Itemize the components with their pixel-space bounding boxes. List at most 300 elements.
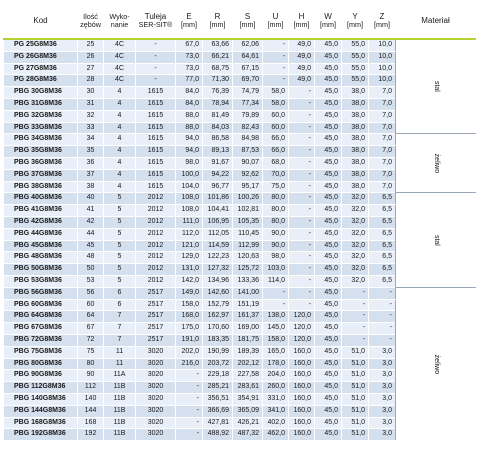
cell-teeth: 40 xyxy=(78,193,104,205)
cell-y: 32,0 xyxy=(342,264,369,276)
cell-bushing: 3020 xyxy=(136,393,176,405)
cell-code: PBG 30G8M36 xyxy=(4,87,78,99)
cell-u: 260,0 xyxy=(263,382,289,394)
cell-u: 341,0 xyxy=(263,405,289,417)
cell-e: 67,0 xyxy=(176,39,203,51)
cell-teeth: 90 xyxy=(78,370,104,382)
cell-s: 77,34 xyxy=(233,98,263,110)
cell-r: 122,23 xyxy=(203,252,233,264)
cell-z: 7,0 xyxy=(369,146,396,158)
cell-code: PG 28G8M36 xyxy=(4,75,78,87)
cell-version: 11 xyxy=(104,346,136,358)
cell-w: 45,0 xyxy=(315,287,342,299)
cell-teeth: 27 xyxy=(78,63,104,75)
cell-u: 90,0 xyxy=(263,240,289,252)
cell-u: 68,0 xyxy=(263,157,289,169)
cell-u: - xyxy=(263,75,289,87)
cell-u: 58,0 xyxy=(263,87,289,99)
material-group-1 xyxy=(396,134,476,193)
cell-w: 45,0 xyxy=(315,146,342,158)
cell-u: - xyxy=(263,51,289,63)
cell-code: PBG 56G8M36 xyxy=(4,287,78,299)
cell-bushing: 3020 xyxy=(136,405,176,417)
cell-e: 104,0 xyxy=(176,181,203,193)
cell-code: PBG 140G8M36 xyxy=(4,393,78,405)
cell-s: 365,09 xyxy=(233,405,263,417)
cell-teeth: 192 xyxy=(78,429,104,441)
cell-w: 45,0 xyxy=(315,110,342,122)
cell-bushing: - xyxy=(136,75,176,87)
cell-y: 32,0 xyxy=(342,228,369,240)
material-group-0 xyxy=(396,39,476,134)
cell-u: 114,0 xyxy=(263,275,289,287)
cell-y: 55,0 xyxy=(342,51,369,63)
cell-r: 71,30 xyxy=(203,75,233,87)
cell-version: 11 xyxy=(104,358,136,370)
cell-e: 131,0 xyxy=(176,264,203,276)
cell-z: 3,0 xyxy=(369,346,396,358)
cell-w: 45,0 xyxy=(315,264,342,276)
cell-s: 125,72 xyxy=(233,264,263,276)
cell-w: 45,0 xyxy=(315,382,342,394)
cell-bushing: 3020 xyxy=(136,370,176,382)
header-s: S [mm] xyxy=(233,3,263,39)
cell-z: 3,0 xyxy=(369,429,396,441)
cell-y: 38,0 xyxy=(342,98,369,110)
cell-e: 108,0 xyxy=(176,205,203,217)
cell-e: 175,0 xyxy=(176,323,203,335)
cell-teeth: 37 xyxy=(78,169,104,181)
cell-u: 331,0 xyxy=(263,393,289,405)
cell-bushing: - xyxy=(136,39,176,51)
cell-z: 3,0 xyxy=(369,370,396,382)
cell-w: 45,0 xyxy=(315,334,342,346)
cell-e: 129,0 xyxy=(176,252,203,264)
cell-e: - xyxy=(176,417,203,429)
cell-e: 112,0 xyxy=(176,228,203,240)
cell-code: PBG 144G8M36 xyxy=(4,405,78,417)
cell-version: 11B xyxy=(104,405,136,417)
cell-s: 100,26 xyxy=(233,193,263,205)
cell-w: 45,0 xyxy=(315,181,342,193)
cell-r: 170,60 xyxy=(203,323,233,335)
cell-s: 112,99 xyxy=(233,240,263,252)
cell-teeth: 75 xyxy=(78,346,104,358)
header-wykonanie: Wyko- nanie xyxy=(104,3,136,39)
cell-r: 86,58 xyxy=(203,134,233,146)
cell-code: PBG 45G8M36 xyxy=(4,240,78,252)
cell-teeth: 60 xyxy=(78,299,104,311)
cell-code: PBG 41G8M36 xyxy=(4,205,78,217)
cell-code: PBG 40G8M36 xyxy=(4,193,78,205)
cell-w: 45,0 xyxy=(315,157,342,169)
cell-teeth: 31 xyxy=(78,98,104,110)
cell-r: 68,75 xyxy=(203,63,233,75)
cell-u: 145,0 xyxy=(263,323,289,335)
cell-teeth: 30 xyxy=(78,87,104,99)
cell-code: PBG 112G8M36 xyxy=(4,382,78,394)
cell-version: 7 xyxy=(104,311,136,323)
cell-u: 60,0 xyxy=(263,110,289,122)
cell-z: - xyxy=(369,299,396,311)
cell-e: 88,0 xyxy=(176,122,203,134)
cell-h: - xyxy=(289,122,315,134)
cell-z: 7,0 xyxy=(369,169,396,181)
material-label: żeliwo xyxy=(433,354,441,374)
header-material: Materiał xyxy=(396,3,476,39)
cell-version: 4 xyxy=(104,181,136,193)
cell-h: - xyxy=(289,134,315,146)
cell-teeth: 42 xyxy=(78,216,104,228)
cell-s: 95,17 xyxy=(233,181,263,193)
cell-s: 426,21 xyxy=(233,417,263,429)
cell-z: - xyxy=(369,334,396,346)
cell-code: PBG 38G8M36 xyxy=(4,181,78,193)
cell-code: PBG 34G8M36 xyxy=(4,134,78,146)
cell-e: 142,0 xyxy=(176,275,203,287)
cell-h: 120,0 xyxy=(289,311,315,323)
cell-w: 45,0 xyxy=(315,205,342,217)
cell-u: 80,0 xyxy=(263,193,289,205)
cell-teeth: 34 xyxy=(78,134,104,146)
cell-version: 11B xyxy=(104,417,136,429)
cell-teeth: 44 xyxy=(78,228,104,240)
cell-h: - xyxy=(289,205,315,217)
cell-code: PBG 37G8M36 xyxy=(4,169,78,181)
cell-version: 7 xyxy=(104,334,136,346)
cell-u: 66,0 xyxy=(263,134,289,146)
cell-h: 160,0 xyxy=(289,370,315,382)
cell-r: 356,51 xyxy=(203,393,233,405)
header-u: U [mm] xyxy=(263,3,289,39)
cell-version: 5 xyxy=(104,264,136,276)
cell-s: 169,00 xyxy=(233,323,263,335)
cell-z: 6,5 xyxy=(369,275,396,287)
cell-s: 62,06 xyxy=(233,39,263,51)
cell-y: 32,0 xyxy=(342,275,369,287)
cell-r: 114,59 xyxy=(203,240,233,252)
cell-y: - xyxy=(342,287,369,299)
cell-w: 45,0 xyxy=(315,417,342,429)
cell-r: 91,67 xyxy=(203,157,233,169)
cell-h: 160,0 xyxy=(289,429,315,441)
cell-r: 190,99 xyxy=(203,346,233,358)
cell-u: 138,0 xyxy=(263,311,289,323)
cell-version: 4C xyxy=(104,75,136,87)
cell-teeth: 140 xyxy=(78,393,104,405)
material-label: stal xyxy=(433,234,441,246)
cell-z: - xyxy=(369,311,396,323)
cell-u: 75,0 xyxy=(263,181,289,193)
spec-table xyxy=(3,3,476,441)
cell-s: 189,39 xyxy=(233,346,263,358)
cell-teeth: 25 xyxy=(78,39,104,51)
cell-s: 227,58 xyxy=(233,370,263,382)
cell-bushing: 2012 xyxy=(136,216,176,228)
cell-z: 6,5 xyxy=(369,228,396,240)
cell-code: PBG 31G8M36 xyxy=(4,98,78,110)
cell-version: 4 xyxy=(104,157,136,169)
cell-y: 38,0 xyxy=(342,87,369,99)
cell-z: 7,0 xyxy=(369,122,396,134)
cell-z: 7,0 xyxy=(369,98,396,110)
table-row xyxy=(4,193,476,205)
cell-y: 38,0 xyxy=(342,169,369,181)
cell-y: 51,0 xyxy=(342,405,369,417)
cell-version: 5 xyxy=(104,228,136,240)
cell-e: 94,0 xyxy=(176,146,203,158)
cell-u: 58,0 xyxy=(263,98,289,110)
cell-e: 84,0 xyxy=(176,98,203,110)
cell-r: 134,96 xyxy=(203,275,233,287)
cell-code: PBG 50G8M36 xyxy=(4,264,78,276)
cell-version: 4 xyxy=(104,98,136,110)
cell-code: PBG 33G8M36 xyxy=(4,122,78,134)
cell-s: 84,98 xyxy=(233,134,263,146)
cell-z: 6,5 xyxy=(369,264,396,276)
cell-w: 45,0 xyxy=(315,252,342,264)
cell-e: 73,0 xyxy=(176,51,203,63)
cell-z: 10,0 xyxy=(369,39,396,51)
header-row xyxy=(4,3,476,39)
header-y: Y [mm] xyxy=(342,3,369,39)
cell-z: 3,0 xyxy=(369,393,396,405)
cell-code: PBG 44G8M36 xyxy=(4,228,78,240)
cell-u: 204,0 xyxy=(263,370,289,382)
cell-h: 160,0 xyxy=(289,358,315,370)
cell-r: 488,92 xyxy=(203,429,233,441)
cell-z: 7,0 xyxy=(369,134,396,146)
cell-s: 120,63 xyxy=(233,252,263,264)
cell-y: 32,0 xyxy=(342,205,369,217)
cell-code: PBG 36G8M36 xyxy=(4,157,78,169)
cell-s: 202,12 xyxy=(233,358,263,370)
cell-u: 98,0 xyxy=(263,252,289,264)
cell-z: - xyxy=(369,323,396,335)
cell-w: 45,0 xyxy=(315,299,342,311)
cell-u: - xyxy=(263,299,289,311)
cell-version: 5 xyxy=(104,193,136,205)
cell-teeth: 35 xyxy=(78,146,104,158)
cell-teeth: 38 xyxy=(78,181,104,193)
cell-y: 32,0 xyxy=(342,216,369,228)
cell-r: 285,21 xyxy=(203,382,233,394)
cell-e: 216,0 xyxy=(176,358,203,370)
cell-y: 38,0 xyxy=(342,134,369,146)
cell-w: 45,0 xyxy=(315,311,342,323)
cell-teeth: 36 xyxy=(78,157,104,169)
cell-z: 7,0 xyxy=(369,181,396,193)
cell-w: 45,0 xyxy=(315,346,342,358)
cell-e: 94,0 xyxy=(176,134,203,146)
cell-z: 7,0 xyxy=(369,87,396,99)
cell-code: PBG 42G8M36 xyxy=(4,216,78,228)
cell-z: - xyxy=(369,287,396,299)
cell-bushing: 1615 xyxy=(136,157,176,169)
cell-h: 49,0 xyxy=(289,75,315,87)
cell-r: 106,95 xyxy=(203,216,233,228)
cell-w: 45,0 xyxy=(315,63,342,75)
cell-version: 4 xyxy=(104,110,136,122)
cell-r: 94,22 xyxy=(203,169,233,181)
cell-u: 70,0 xyxy=(263,169,289,181)
cell-y: 38,0 xyxy=(342,157,369,169)
cell-r: 112,05 xyxy=(203,228,233,240)
cell-w: 45,0 xyxy=(315,240,342,252)
cell-h: - xyxy=(289,240,315,252)
cell-r: 183,35 xyxy=(203,334,233,346)
cell-h: - xyxy=(289,252,315,264)
cell-h: 120,0 xyxy=(289,334,315,346)
cell-code: PBG 192G8M36 xyxy=(4,429,78,441)
cell-teeth: 53 xyxy=(78,275,104,287)
cell-bushing: 1615 xyxy=(136,98,176,110)
cell-h: 160,0 xyxy=(289,405,315,417)
cell-version: 6 xyxy=(104,299,136,311)
cell-y: 38,0 xyxy=(342,110,369,122)
cell-w: 45,0 xyxy=(315,216,342,228)
cell-u: 462,0 xyxy=(263,429,289,441)
cell-bushing: 2517 xyxy=(136,334,176,346)
cell-w: 45,0 xyxy=(315,193,342,205)
cell-z: 10,0 xyxy=(369,75,396,87)
cell-z: 10,0 xyxy=(369,63,396,75)
cell-h: - xyxy=(289,146,315,158)
cell-r: 76,39 xyxy=(203,87,233,99)
cell-bushing: 3020 xyxy=(136,417,176,429)
cell-e: - xyxy=(176,393,203,405)
cell-s: 69,70 xyxy=(233,75,263,87)
cell-z: 3,0 xyxy=(369,382,396,394)
cell-bushing: - xyxy=(136,63,176,75)
cell-y: 51,0 xyxy=(342,393,369,405)
cell-z: 3,0 xyxy=(369,417,396,429)
cell-y: 51,0 xyxy=(342,346,369,358)
cell-u: 80,0 xyxy=(263,216,289,228)
cell-w: 45,0 xyxy=(315,429,342,441)
cell-h: - xyxy=(289,181,315,193)
cell-h: - xyxy=(289,157,315,169)
cell-teeth: 50 xyxy=(78,264,104,276)
cell-h: - xyxy=(289,216,315,228)
cell-h: - xyxy=(289,228,315,240)
cell-z: 6,5 xyxy=(369,193,396,205)
cell-u: - xyxy=(263,63,289,75)
cell-e: - xyxy=(176,370,203,382)
cell-s: 354,91 xyxy=(233,393,263,405)
cell-bushing: 1615 xyxy=(136,122,176,134)
cell-h: - xyxy=(289,275,315,287)
cell-s: 110,45 xyxy=(233,228,263,240)
header-kod: Kod xyxy=(4,3,78,39)
cell-z: 6,5 xyxy=(369,252,396,264)
cell-version: 5 xyxy=(104,252,136,264)
cell-h: - xyxy=(289,169,315,181)
header-tuleja: Tuleja SER-SIT® xyxy=(136,3,176,39)
cell-y: 32,0 xyxy=(342,252,369,264)
cell-bushing: 2012 xyxy=(136,205,176,217)
cell-teeth: 112 xyxy=(78,382,104,394)
cell-u: 66,0 xyxy=(263,146,289,158)
cell-s: 161,37 xyxy=(233,311,263,323)
header-r: R [mm] xyxy=(203,3,233,39)
cell-s: 181,75 xyxy=(233,334,263,346)
cell-y: - xyxy=(342,334,369,346)
cell-version: 4C xyxy=(104,39,136,51)
cell-w: 45,0 xyxy=(315,51,342,63)
cell-s: 90,07 xyxy=(233,157,263,169)
cell-bushing: 2012 xyxy=(136,193,176,205)
cell-bushing: 1615 xyxy=(136,87,176,99)
cell-code: PBG 72G8M36 xyxy=(4,334,78,346)
table-row xyxy=(4,287,476,299)
cell-y: 51,0 xyxy=(342,382,369,394)
cell-h: 160,0 xyxy=(289,346,315,358)
cell-h: - xyxy=(289,287,315,299)
cell-teeth: 64 xyxy=(78,311,104,323)
material-group-3 xyxy=(396,287,476,440)
cell-version: 4 xyxy=(104,122,136,134)
cell-w: 45,0 xyxy=(315,39,342,51)
cell-teeth: 168 xyxy=(78,417,104,429)
cell-version: 11B xyxy=(104,429,136,441)
cell-version: 11B xyxy=(104,382,136,394)
cell-bushing: 1615 xyxy=(136,110,176,122)
cell-r: 78,94 xyxy=(203,98,233,110)
cell-teeth: 56 xyxy=(78,287,104,299)
cell-h: - xyxy=(289,264,315,276)
cell-h: 49,0 xyxy=(289,51,315,63)
cell-code: PBG 35G8M36 xyxy=(4,146,78,158)
table-row xyxy=(4,134,476,146)
cell-z: 6,5 xyxy=(369,240,396,252)
cell-u: 165,0 xyxy=(263,346,289,358)
cell-r: 89,13 xyxy=(203,146,233,158)
cell-teeth: 80 xyxy=(78,358,104,370)
cell-code: PBG 64G8M36 xyxy=(4,311,78,323)
cell-e: - xyxy=(176,405,203,417)
cell-w: 45,0 xyxy=(315,228,342,240)
cell-bushing: 1615 xyxy=(136,134,176,146)
cell-e: - xyxy=(176,382,203,394)
cell-h: - xyxy=(289,87,315,99)
cell-e: 168,0 xyxy=(176,311,203,323)
cell-version: 4 xyxy=(104,87,136,99)
cell-bushing: 2517 xyxy=(136,299,176,311)
cell-w: 45,0 xyxy=(315,358,342,370)
cell-version: 5 xyxy=(104,275,136,287)
cell-teeth: 33 xyxy=(78,122,104,134)
cell-bushing: - xyxy=(136,51,176,63)
cell-version: 4 xyxy=(104,134,136,146)
cell-r: 84,03 xyxy=(203,122,233,134)
cell-teeth: 26 xyxy=(78,51,104,63)
material-group-2 xyxy=(396,193,476,287)
cell-s: 105,35 xyxy=(233,216,263,228)
cell-r: 81,49 xyxy=(203,110,233,122)
cell-bushing: 2012 xyxy=(136,240,176,252)
cell-s: 283,61 xyxy=(233,382,263,394)
cell-h: - xyxy=(289,98,315,110)
cell-u: 402,0 xyxy=(263,417,289,429)
cell-u: 60,0 xyxy=(263,122,289,134)
cell-version: 5 xyxy=(104,205,136,217)
cell-r: 203,72 xyxy=(203,358,233,370)
spec-table-container xyxy=(3,3,475,441)
cell-r: 104,41 xyxy=(203,205,233,217)
cell-version: 11B xyxy=(104,393,136,405)
cell-w: 45,0 xyxy=(315,87,342,99)
